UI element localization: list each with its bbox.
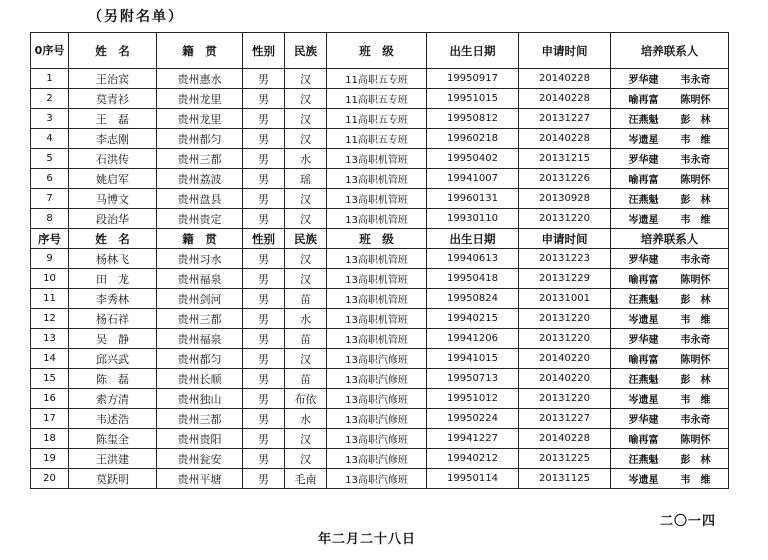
cell-ethnic: 汉 <box>285 269 327 289</box>
cell-ethnic: 汉 <box>285 349 327 369</box>
cell-class: 13高职汽修班 <box>327 409 427 429</box>
header-seq: 0序号 <box>31 33 69 69</box>
cell-apply: 20131220 <box>519 209 611 229</box>
cell-apply: 20131226 <box>519 169 611 189</box>
contact-secondary: 韦 维 <box>680 315 711 326</box>
header-class: 班 级 <box>327 33 427 69</box>
contact-secondary: 韦 维 <box>680 215 711 226</box>
cell-birth: 19951012 <box>427 389 519 409</box>
cell-gender: 男 <box>243 89 285 109</box>
cell-contact <box>611 189 729 209</box>
cell-origin: 贵州都匀 <box>157 349 243 369</box>
table-row <box>31 69 729 89</box>
table-row <box>31 309 729 329</box>
cell-origin: 贵州三都 <box>157 409 243 429</box>
cell-ethnic: 汉 <box>285 429 327 449</box>
subheader-gender: 性别 <box>243 229 285 249</box>
cell-class: 13高职机管班 <box>327 309 427 329</box>
header-contact: 培养联系人 <box>611 33 729 69</box>
cell-contact <box>611 429 729 449</box>
cell-origin: 贵州贵定 <box>157 209 243 229</box>
contact-primary: 罗华建 <box>628 75 659 86</box>
cell-apply: 20140228 <box>519 69 611 89</box>
contact-primary: 汪燕魁 <box>628 455 659 466</box>
cell-origin: 贵州平塘 <box>157 469 243 489</box>
cell-contact <box>611 449 729 469</box>
cell-class: 11高职五专班 <box>327 89 427 109</box>
cell-contact <box>611 149 729 169</box>
header-apply: 申请时间 <box>519 33 611 69</box>
contact-primary: 岑遗星 <box>628 315 659 326</box>
cell-birth: 19960131 <box>427 189 519 209</box>
contact-primary: 汪燕魁 <box>628 295 659 306</box>
cell-ethnic: 水 <box>285 149 327 169</box>
cell-birth: 19940212 <box>427 449 519 469</box>
cell-origin: 贵州剑河 <box>157 289 243 309</box>
cell-seq: 14 <box>31 349 69 369</box>
cell-birth: 19950824 <box>427 289 519 309</box>
cell-name: 姚启军 <box>69 169 157 189</box>
cell-apply: 20131227 <box>519 109 611 129</box>
contact-secondary: 陈明怀 <box>680 435 711 446</box>
cell-seq: 8 <box>31 209 69 229</box>
table-row <box>31 389 729 409</box>
cell-birth: 19950713 <box>427 369 519 389</box>
cell-contact <box>611 249 729 269</box>
contact-secondary: 韦永奇 <box>680 335 711 346</box>
cell-ethnic: 汉 <box>285 109 327 129</box>
cell-birth: 19950418 <box>427 269 519 289</box>
cell-name: 邱兴武 <box>69 349 157 369</box>
cell-birth: 19950917 <box>427 69 519 89</box>
cell-class: 13高职机管班 <box>327 289 427 309</box>
cell-gender: 男 <box>243 209 285 229</box>
cell-contact <box>611 309 729 329</box>
cell-apply: 20131125 <box>519 469 611 489</box>
subheader-origin: 籍 贯 <box>157 229 243 249</box>
cell-name: 陈 磊 <box>69 369 157 389</box>
table-row <box>31 169 729 189</box>
contact-primary: 罗华建 <box>628 155 659 166</box>
cell-name: 韦述浩 <box>69 409 157 429</box>
contact-secondary: 陈明怀 <box>680 275 711 286</box>
cell-origin: 贵州都匀 <box>157 129 243 149</box>
contact-primary: 罗华建 <box>628 255 659 266</box>
cell-name: 王治宾 <box>69 69 157 89</box>
cell-name: 李志刚 <box>69 129 157 149</box>
contact-secondary: 彭 林 <box>680 455 711 466</box>
cell-class: 13高职汽修班 <box>327 449 427 469</box>
cell-gender: 男 <box>243 109 285 129</box>
cell-ethnic: 汉 <box>285 129 327 149</box>
cell-contact <box>611 109 729 129</box>
cell-ethnic: 水 <box>285 309 327 329</box>
cell-origin: 贵州三都 <box>157 149 243 169</box>
cell-name: 王洪建 <box>69 449 157 469</box>
cell-gender: 男 <box>243 269 285 289</box>
header-birth: 出生日期 <box>427 33 519 69</box>
cell-name: 马博文 <box>69 189 157 209</box>
cell-name: 石洪传 <box>69 149 157 169</box>
cell-seq: 17 <box>31 409 69 429</box>
cell-apply: 20131229 <box>519 269 611 289</box>
cell-birth: 19930110 <box>427 209 519 229</box>
contact-secondary: 韦永奇 <box>680 415 711 426</box>
cell-gender: 男 <box>243 449 285 469</box>
table-row <box>31 429 729 449</box>
cell-class: 13高职汽修班 <box>327 429 427 449</box>
cell-gender: 男 <box>243 309 285 329</box>
cell-apply: 20131220 <box>519 389 611 409</box>
cell-birth: 19941227 <box>427 429 519 449</box>
cell-class: 13高职机管班 <box>327 149 427 169</box>
cell-seq: 16 <box>31 389 69 409</box>
cell-apply: 20131225 <box>519 449 611 469</box>
header-origin: 籍 贯 <box>157 33 243 69</box>
cell-gender: 男 <box>243 289 285 309</box>
cell-seq: 5 <box>31 149 69 169</box>
cell-name: 杨林飞 <box>69 249 157 269</box>
subheader-apply: 申请时间 <box>519 229 611 249</box>
subheader-name: 姓 名 <box>69 229 157 249</box>
table-row <box>31 409 729 429</box>
cell-class: 13高职汽修班 <box>327 389 427 409</box>
cell-class: 13高职机管班 <box>327 209 427 229</box>
cell-gender: 男 <box>243 469 285 489</box>
contact-secondary: 彭 林 <box>680 195 711 206</box>
contact-primary: 汪燕魁 <box>628 195 659 206</box>
cell-name: 李秀林 <box>69 289 157 309</box>
cell-birth: 19950224 <box>427 409 519 429</box>
table-row <box>31 129 729 149</box>
cell-birth: 19941206 <box>427 329 519 349</box>
cell-apply: 20131215 <box>519 149 611 169</box>
cell-seq: 2 <box>31 89 69 109</box>
cell-birth: 19940613 <box>427 249 519 269</box>
table-header-row <box>31 33 729 69</box>
cell-class: 13高职汽修班 <box>327 469 427 489</box>
cell-contact <box>611 469 729 489</box>
cell-contact <box>611 209 729 229</box>
subheader-birth: 出生日期 <box>427 229 519 249</box>
contact-primary: 喻再富 <box>628 95 659 106</box>
cell-gender: 男 <box>243 429 285 449</box>
cell-name: 段治华 <box>69 209 157 229</box>
cell-apply: 20131220 <box>519 309 611 329</box>
contact-primary: 岑遗星 <box>628 215 659 226</box>
subheader-contact: 培养联系人 <box>611 229 729 249</box>
table-subheader-row <box>31 229 729 249</box>
cell-apply: 20140228 <box>519 429 611 449</box>
cell-class: 13高职机管班 <box>327 169 427 189</box>
cell-apply: 20140220 <box>519 349 611 369</box>
cell-ethnic: 苗 <box>285 369 327 389</box>
cell-seq: 13 <box>31 329 69 349</box>
cell-contact <box>611 329 729 349</box>
cell-origin: 贵州龙里 <box>157 109 243 129</box>
table-row <box>31 109 729 129</box>
table-row <box>31 269 729 289</box>
cell-apply: 20131223 <box>519 249 611 269</box>
cell-gender: 男 <box>243 349 285 369</box>
cell-ethnic: 汉 <box>285 69 327 89</box>
cell-origin: 贵州习水 <box>157 249 243 269</box>
cell-name: 吴 静 <box>69 329 157 349</box>
cell-birth: 19950114 <box>427 469 519 489</box>
cell-class: 11高职五专班 <box>327 69 427 89</box>
cell-birth: 19941015 <box>427 349 519 369</box>
cell-class: 11高职五专班 <box>327 129 427 149</box>
cell-gender: 男 <box>243 169 285 189</box>
table-row <box>31 469 729 489</box>
contact-primary: 喻再富 <box>628 355 659 366</box>
cell-origin: 贵州盘县 <box>157 189 243 209</box>
cell-ethnic: 苗 <box>285 289 327 309</box>
cell-name: 莫跃明 <box>69 469 157 489</box>
table-row <box>31 449 729 469</box>
contact-primary: 喻再富 <box>628 175 659 186</box>
cell-ethnic: 汉 <box>285 449 327 469</box>
cell-name: 索方清 <box>69 389 157 409</box>
cell-gender: 男 <box>243 149 285 169</box>
cell-apply: 20140220 <box>519 369 611 389</box>
cell-birth: 19950812 <box>427 109 519 129</box>
cell-contact <box>611 369 729 389</box>
contact-secondary: 彭 林 <box>680 375 711 386</box>
table-row <box>31 189 729 209</box>
contact-secondary: 彭 林 <box>680 115 711 126</box>
cell-gender: 男 <box>243 389 285 409</box>
cell-origin: 贵州长顺 <box>157 369 243 389</box>
cell-name: 陈玺全 <box>69 429 157 449</box>
cell-name: 田 龙 <box>69 269 157 289</box>
cell-seq: 18 <box>31 429 69 449</box>
contact-primary: 汪燕魁 <box>628 115 659 126</box>
cell-contact <box>611 129 729 149</box>
contact-secondary: 陈明怀 <box>680 175 711 186</box>
cell-ethnic: 汉 <box>285 89 327 109</box>
cell-birth: 19940215 <box>427 309 519 329</box>
cell-apply: 20131227 <box>519 409 611 429</box>
cell-seq: 15 <box>31 369 69 389</box>
cell-class: 13高职机管班 <box>327 249 427 269</box>
contact-primary: 岑遗星 <box>628 395 659 406</box>
contact-primary: 岑遗星 <box>628 135 659 146</box>
cell-seq: 10 <box>31 269 69 289</box>
cell-contact <box>611 409 729 429</box>
cell-name: 莫青衫 <box>69 89 157 109</box>
table-row <box>31 289 729 309</box>
cell-origin: 贵州三都 <box>157 309 243 329</box>
cell-origin: 贵州荔波 <box>157 169 243 189</box>
cell-birth: 19950402 <box>427 149 519 169</box>
cell-origin: 贵州惠水 <box>157 69 243 89</box>
subheader-class: 班 级 <box>327 229 427 249</box>
cell-gender: 男 <box>243 409 285 429</box>
contact-secondary: 陈明怀 <box>680 355 711 366</box>
cell-contact <box>611 389 729 409</box>
contact-secondary: 彭 林 <box>680 295 711 306</box>
cell-gender: 男 <box>243 189 285 209</box>
cell-birth: 19960218 <box>427 129 519 149</box>
cell-seq: 20 <box>31 469 69 489</box>
cell-gender: 男 <box>243 69 285 89</box>
header-name: 姓 名 <box>69 33 157 69</box>
cell-class: 13高职机管班 <box>327 269 427 289</box>
cell-seq: 3 <box>31 109 69 129</box>
footer-date: 年二月二十八日 <box>318 532 417 547</box>
contact-secondary: 韦永奇 <box>680 75 711 86</box>
contact-secondary: 韦永奇 <box>680 155 711 166</box>
cell-contact <box>611 349 729 369</box>
contact-secondary: 陈明怀 <box>680 95 711 106</box>
cell-origin: 贵州福泉 <box>157 329 243 349</box>
cell-seq: 4 <box>31 129 69 149</box>
cell-ethnic: 毛南 <box>285 469 327 489</box>
cell-contact <box>611 269 729 289</box>
subheader-ethnic: 民族 <box>285 229 327 249</box>
cell-origin: 贵州独山 <box>157 389 243 409</box>
contact-primary: 喻再富 <box>628 275 659 286</box>
table-row <box>31 149 729 169</box>
cell-class: 13高职机管班 <box>327 329 427 349</box>
cell-gender: 男 <box>243 329 285 349</box>
cell-seq: 11 <box>31 289 69 309</box>
table-row <box>31 209 729 229</box>
cell-class: 13高职汽修班 <box>327 369 427 389</box>
cell-ethnic: 水 <box>285 409 327 429</box>
cell-contact <box>611 89 729 109</box>
cell-gender: 男 <box>243 249 285 269</box>
table-row <box>31 349 729 369</box>
cell-ethnic: 汉 <box>285 209 327 229</box>
footer-year: 二〇一四 <box>660 514 717 529</box>
cell-apply: 20131001 <box>519 289 611 309</box>
contact-primary: 汪燕魁 <box>628 375 659 386</box>
contact-primary: 罗华建 <box>628 335 659 346</box>
contact-primary: 罗华建 <box>628 415 659 426</box>
cell-origin: 贵州龙里 <box>157 89 243 109</box>
contact-primary: 喻再富 <box>628 435 659 446</box>
table-row <box>31 329 729 349</box>
contact-secondary: 韦 维 <box>680 395 711 406</box>
cell-seq: 6 <box>31 169 69 189</box>
cell-apply: 20131220 <box>519 329 611 349</box>
cell-name: 杨石祥 <box>69 309 157 329</box>
cell-class: 13高职汽修班 <box>327 349 427 369</box>
cell-ethnic: 苗 <box>285 329 327 349</box>
cell-ethnic: 汉 <box>285 189 327 209</box>
contact-secondary: 韦 维 <box>680 135 711 146</box>
cell-apply: 20140228 <box>519 129 611 149</box>
cell-seq: 1 <box>31 69 69 89</box>
cell-origin: 贵州福泉 <box>157 269 243 289</box>
table-row <box>31 369 729 389</box>
cell-seq: 12 <box>31 309 69 329</box>
cell-apply: 20130928 <box>519 189 611 209</box>
cell-class: 13高职机管班 <box>327 189 427 209</box>
cell-origin: 贵州贵阳 <box>157 429 243 449</box>
table-row <box>31 89 729 109</box>
cell-contact <box>611 169 729 189</box>
cell-gender: 男 <box>243 129 285 149</box>
contact-secondary: 韦永奇 <box>680 255 711 266</box>
cell-gender: 男 <box>243 369 285 389</box>
cell-ethnic: 瑶 <box>285 169 327 189</box>
roster-table <box>30 32 729 489</box>
contact-primary: 岑遗星 <box>628 475 659 486</box>
cell-class: 11高职五专班 <box>327 109 427 129</box>
cell-ethnic: 汉 <box>285 249 327 269</box>
contact-secondary: 韦 维 <box>680 475 711 486</box>
cell-birth: 19951015 <box>427 89 519 109</box>
cell-birth: 19941007 <box>427 169 519 189</box>
header-gender: 性别 <box>243 33 285 69</box>
cell-contact <box>611 289 729 309</box>
cell-apply: 20140228 <box>519 89 611 109</box>
cell-contact <box>611 69 729 89</box>
header-ethnic: 民族 <box>285 33 327 69</box>
cell-name: 王 磊 <box>69 109 157 129</box>
cell-ethnic: 布依 <box>285 389 327 409</box>
cell-seq: 19 <box>31 449 69 469</box>
cell-seq: 9 <box>31 249 69 269</box>
table-row <box>31 249 729 269</box>
cell-origin: 贵州瓮安 <box>157 449 243 469</box>
document-title: （另附名单） <box>88 9 184 25</box>
cell-seq: 7 <box>31 189 69 209</box>
subheader-seq: 序号 <box>31 229 69 249</box>
